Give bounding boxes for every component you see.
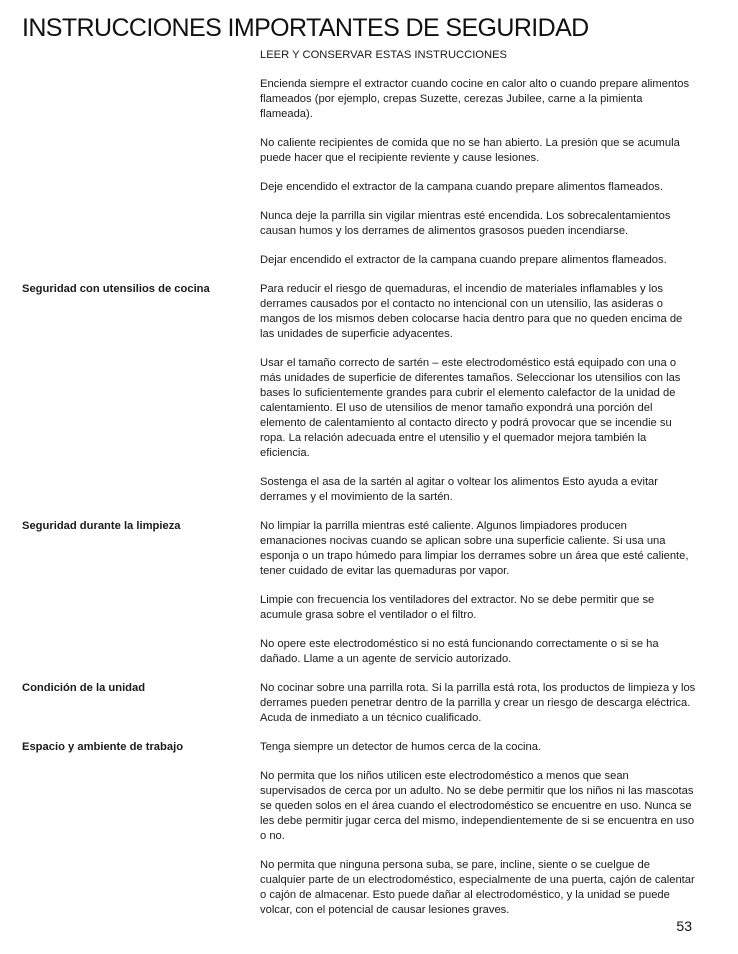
document-body [22,48,696,932]
section-paragraph: No permita que ninguna persona suba, se pare, incline, siente o se cuelgue de cualquier parte de un electrodoméstico, especialmente de una puerta, cajón de calentar o cajón de almacenar. Esto puede dañar al electrodoméstico, y la unidad se puede volcar, con el potencial de causar lesiones graves. [260,859,695,916]
section-body [260,282,696,519]
section-heading: Seguridad durante la limpieza [22,520,181,532]
intro-paragraph: Encienda siempre el extractor cuando cocine en calor alto o cuando prepare alimentos flameados (por ejemplo, crepas Suzette, cerezas Jubilee, carne a la pimienta flameada). [260,78,690,120]
section-heading: Seguridad con utensilios de cocina [22,283,210,295]
read-keep-notice: LEER Y CONSERVAR ESTAS INSTRUCCIONES [260,49,508,61]
section-paragraph: Sostenga el asa de la sartén al agitar o voltear los alimentos Esto ayuda a evitar derrames y el movimiento de la sartén. [260,476,659,503]
section-unit-condition [22,681,696,740]
section-paragraph: Limpie con frecuencia los ventiladores del extractor. No se debe permitir que se acumule grasa sobre el ventilador o el filtro. [260,594,655,621]
section-body [260,740,696,932]
section-heading: Condición de la unidad [22,682,146,694]
section-paragraph: No cocinar sobre una parrilla rota. Si la parrilla está rota, los productos de limpieza y los derrames pueden penetrar dentro de la parrilla y crear un riesgo de descarga eléctrica. Acuda de inmediato a un técnico cualificado. [260,682,696,724]
section-work-environment [22,740,696,932]
section-paragraph: No opere este electrodoméstico si no está funcionando correctamente o si se ha dañado. Llame a un agente de servicio autorizado. [260,638,659,665]
page-number: 53 [676,918,692,934]
section-paragraph: No permita que los niños utilicen este electrodoméstico a menos que sean supervisados de cerca por un adulto. No se debe permitir que los niños ni las mascotas se queden solos en el área cuando el electrodoméstico se encuentre en uso. Nunca se les debe permitir jugar cerca del mismo, independientemente de si se encuentra en uso o no. [260,770,695,842]
section-paragraph: Usar el tamaño correcto de sartén – este electrodoméstico está equipado con una o más unidades de superficie de diferentes tamaños. Seleccionar los utensilios con las bases lo suficientemente grandes para cubrir el elemento calefactor de la unidad de calentamiento. El uso de utensilios de menor tamaño expondrá una porción del elemento de calentamiento al contacto directo y podrá provocar que se incendie su ropa. La relación adecuada entre el utensilio y el quemador mejora también la eficiencia. [260,357,681,459]
page-title: INSTRUCCIONES IMPORTANTES DE SEGURIDAD [22,14,589,42]
section-body [260,681,696,740]
intro-block [260,48,696,268]
section-cleaning-safety [22,519,696,681]
section-heading: Espacio y ambiente de trabajo [22,741,184,753]
intro-paragraph: Dejar encendido el extractor de la campana cuando prepare alimentos flameados. [260,254,667,266]
intro-paragraph: No caliente recipientes de comida que no se han abierto. La presión que se acumula puede hacer que el recipiente reviente y cause lesiones. [260,137,680,164]
intro-paragraph: Deje encendido el extractor de la campana cuando prepare alimentos flameados. [260,181,663,193]
section-paragraph: Tenga siempre un detector de humos cerca de la cocina. [260,741,542,753]
section-paragraph: Para reducir el riesgo de quemaduras, el incendio de materiales inflamables y los derrames causados por el contacto no intencional con un utensilio, las asideras o mangos de los mismos deben colocarse hacia dentro para que no queden encima de las unidades de superficie adyacentes. [260,283,683,340]
section-paragraph: No limpiar la parrilla mientras esté caliente. Algunos limpiadores producen emanaciones nocivas cuando se aplican sobre una superficie caliente. Si usa una esponja o un trapo húmedo para limpiar los derrames sobre un área que esté caliente, tener cuidado de evitar las quemaduras por vapor. [260,520,689,577]
section-cookware-safety [22,282,696,519]
intro-paragraph: Nunca deje la parrilla sin vigilar mientras esté encendida. Los sobrecalentamientos causan humos y los derrames de alimentos grasosos pueden incendiarse. [260,210,671,237]
section-body [260,519,696,681]
